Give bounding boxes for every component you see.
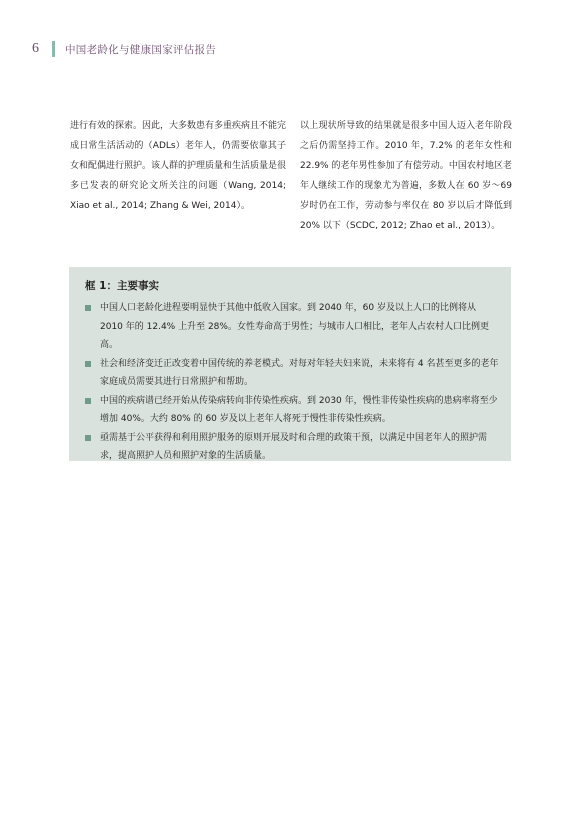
key-fact-text: 亟需基于公平获得和利用照护服务的原则开展及时和合理的政策干预，以满足中国老年人的照护需求，提高照护人员和照护对象的生活质量。	[100, 432, 488, 461]
square-bullet-icon	[85, 361, 91, 367]
square-bullet-icon	[85, 398, 91, 404]
key-fact-item	[85, 429, 499, 466]
key-facts-list	[85, 299, 499, 466]
key-fact-text: 社会和经济变迁正改变着中国传统的养老模式。对每对年轻夫妇来说，未来将有 4 名甚至更多的老年家庭成员需要其进行日常照护和帮助。	[100, 358, 499, 387]
running-header	[32, 40, 216, 58]
key-facts-title: 框 1：主要事实	[85, 280, 159, 292]
square-bullet-icon	[85, 435, 91, 441]
body-text-left-column: 进行有效的探索。因此，大多数患有多重疾病且不能完成日常生活活动的（ADLs）老年人，仍需要依靠其子女和配偶进行照护。该人群的护理质量和生活质量是很多已发表的研究论文所关注的问题（Wang, 2014; Xiao et al., 2014; Zhang & Wei, 2014）。	[70, 121, 287, 211]
page-number: 6	[32, 41, 39, 56]
report-title: 中国老龄化与健康国家评估报告	[65, 43, 217, 56]
key-fact-item	[85, 392, 499, 429]
body-text-right-column: 以上现状所导致的结果就是很多中国人迈入老年阶段之后仍需坚持工作。2010 年，7.2% 的老年女性和 22.9% 的老年男性参加了有偿劳动。中国农村地区老年人继续工作的现象尤为普遍，多数人在 60 岁～69 岁时仍在工作，劳动参与率仅在 80 岁以后才降低到 20% 以下（SCDC, 2012; Zhao et al., 2013）。	[300, 121, 512, 231]
key-fact-text: 中国人口老龄化进程要明显快于其他中低收入国家。到 2040 年，60 岁及以上人口的比例将从 2010 年的 12.4% 上升至 28%。女性寿命高于男性；与城市人口相比，老年人占农村人口比例更高。	[100, 303, 489, 350]
square-bullet-icon	[85, 305, 91, 311]
key-fact-item	[85, 299, 499, 355]
key-facts-box	[69, 267, 511, 461]
header-divider	[52, 41, 55, 57]
key-fact-item	[85, 355, 499, 392]
key-fact-text: 中国的疾病谱已经开始从传染病转向非传染性疾病。到 2030 年，慢性非传染性疾病的患病率将至少增加 40%。大约 80% 的 60 岁及以上老年人将死于慢性非传染性疾病。	[100, 395, 498, 424]
